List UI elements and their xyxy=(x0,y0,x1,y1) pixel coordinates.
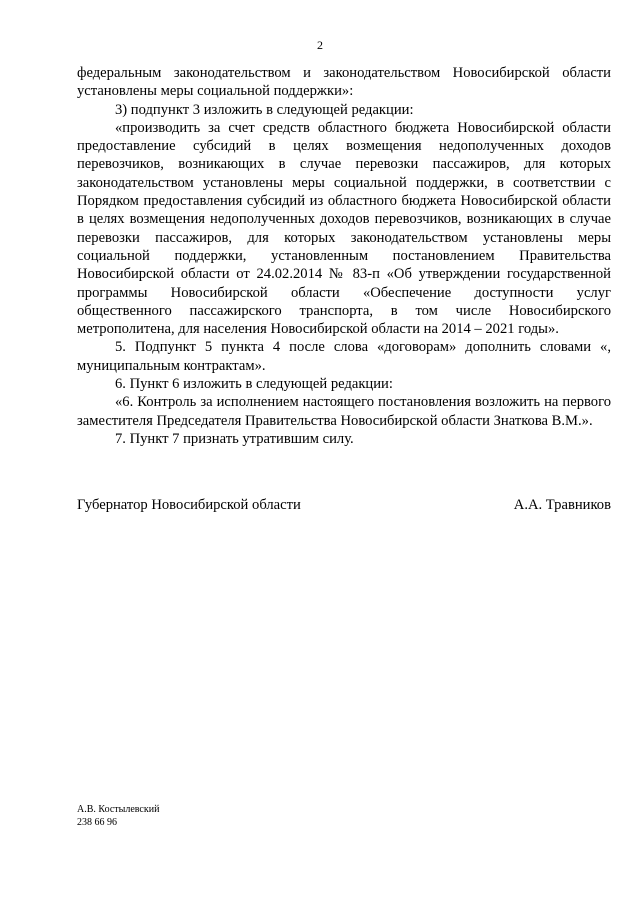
paragraph: «производить за счет средств областного бюджета Новосибирской области предоставление субсидий в целях возмещения недополученных доходов перевозчиков, возникающих в случае перевозки пассажиров, для которых законодательством установлены меры социальной поддержки, в соответствии с Порядком предоставления субсидий из областного бюджета Новосибирской области в целях возмещения недополученных доходов перевозчиков, возникающих в случае перевозки пассажиров, для которых законодательством установлены меры социальной поддержки, установленным постановлением Правительства Новосибирской области от 24.02.2014 № 83-п «Об утверждении государственной программы Новосибирской области «Обеспечение доступности услуг общественного пассажирского транспорта, в том числе Новосибирского метрополитена, для населения Новосибирской области на 2014 – 2021 годы». xyxy=(77,119,611,338)
executor-block xyxy=(77,803,159,829)
paragraph: 6. Пункт 6 изложить в следующей редакции: xyxy=(115,376,393,393)
page-number: 2 xyxy=(317,38,323,52)
paragraph: федеральным законодательством и законодательством Новосибирской области установлены меры социальной поддержки»: xyxy=(77,65,611,100)
paragraph: «6. Контроль за исполнением настоящего постановления возложить на первого заместителя Председателя Правительства Новосибирской области Знаткова В.М.». xyxy=(77,394,611,429)
body-text xyxy=(77,64,611,448)
signatory-name: А.А. Травников xyxy=(513,497,611,513)
signatory-role: Губернатор Новосибирской области xyxy=(77,497,301,513)
paragraph: 5. Подпункт 5 пункта 4 после слова «договорам» дополнить словами «, муниципальным контрактам». xyxy=(77,339,611,374)
executor-name: А.В. Костылевский xyxy=(77,804,160,815)
executor-phone: 238 66 96 xyxy=(77,817,117,828)
paragraph: 3) подпункт 3 изложить в следующей редакции: xyxy=(115,101,414,118)
paragraph: 7. Пункт 7 признать утратившим силу. xyxy=(115,430,354,447)
